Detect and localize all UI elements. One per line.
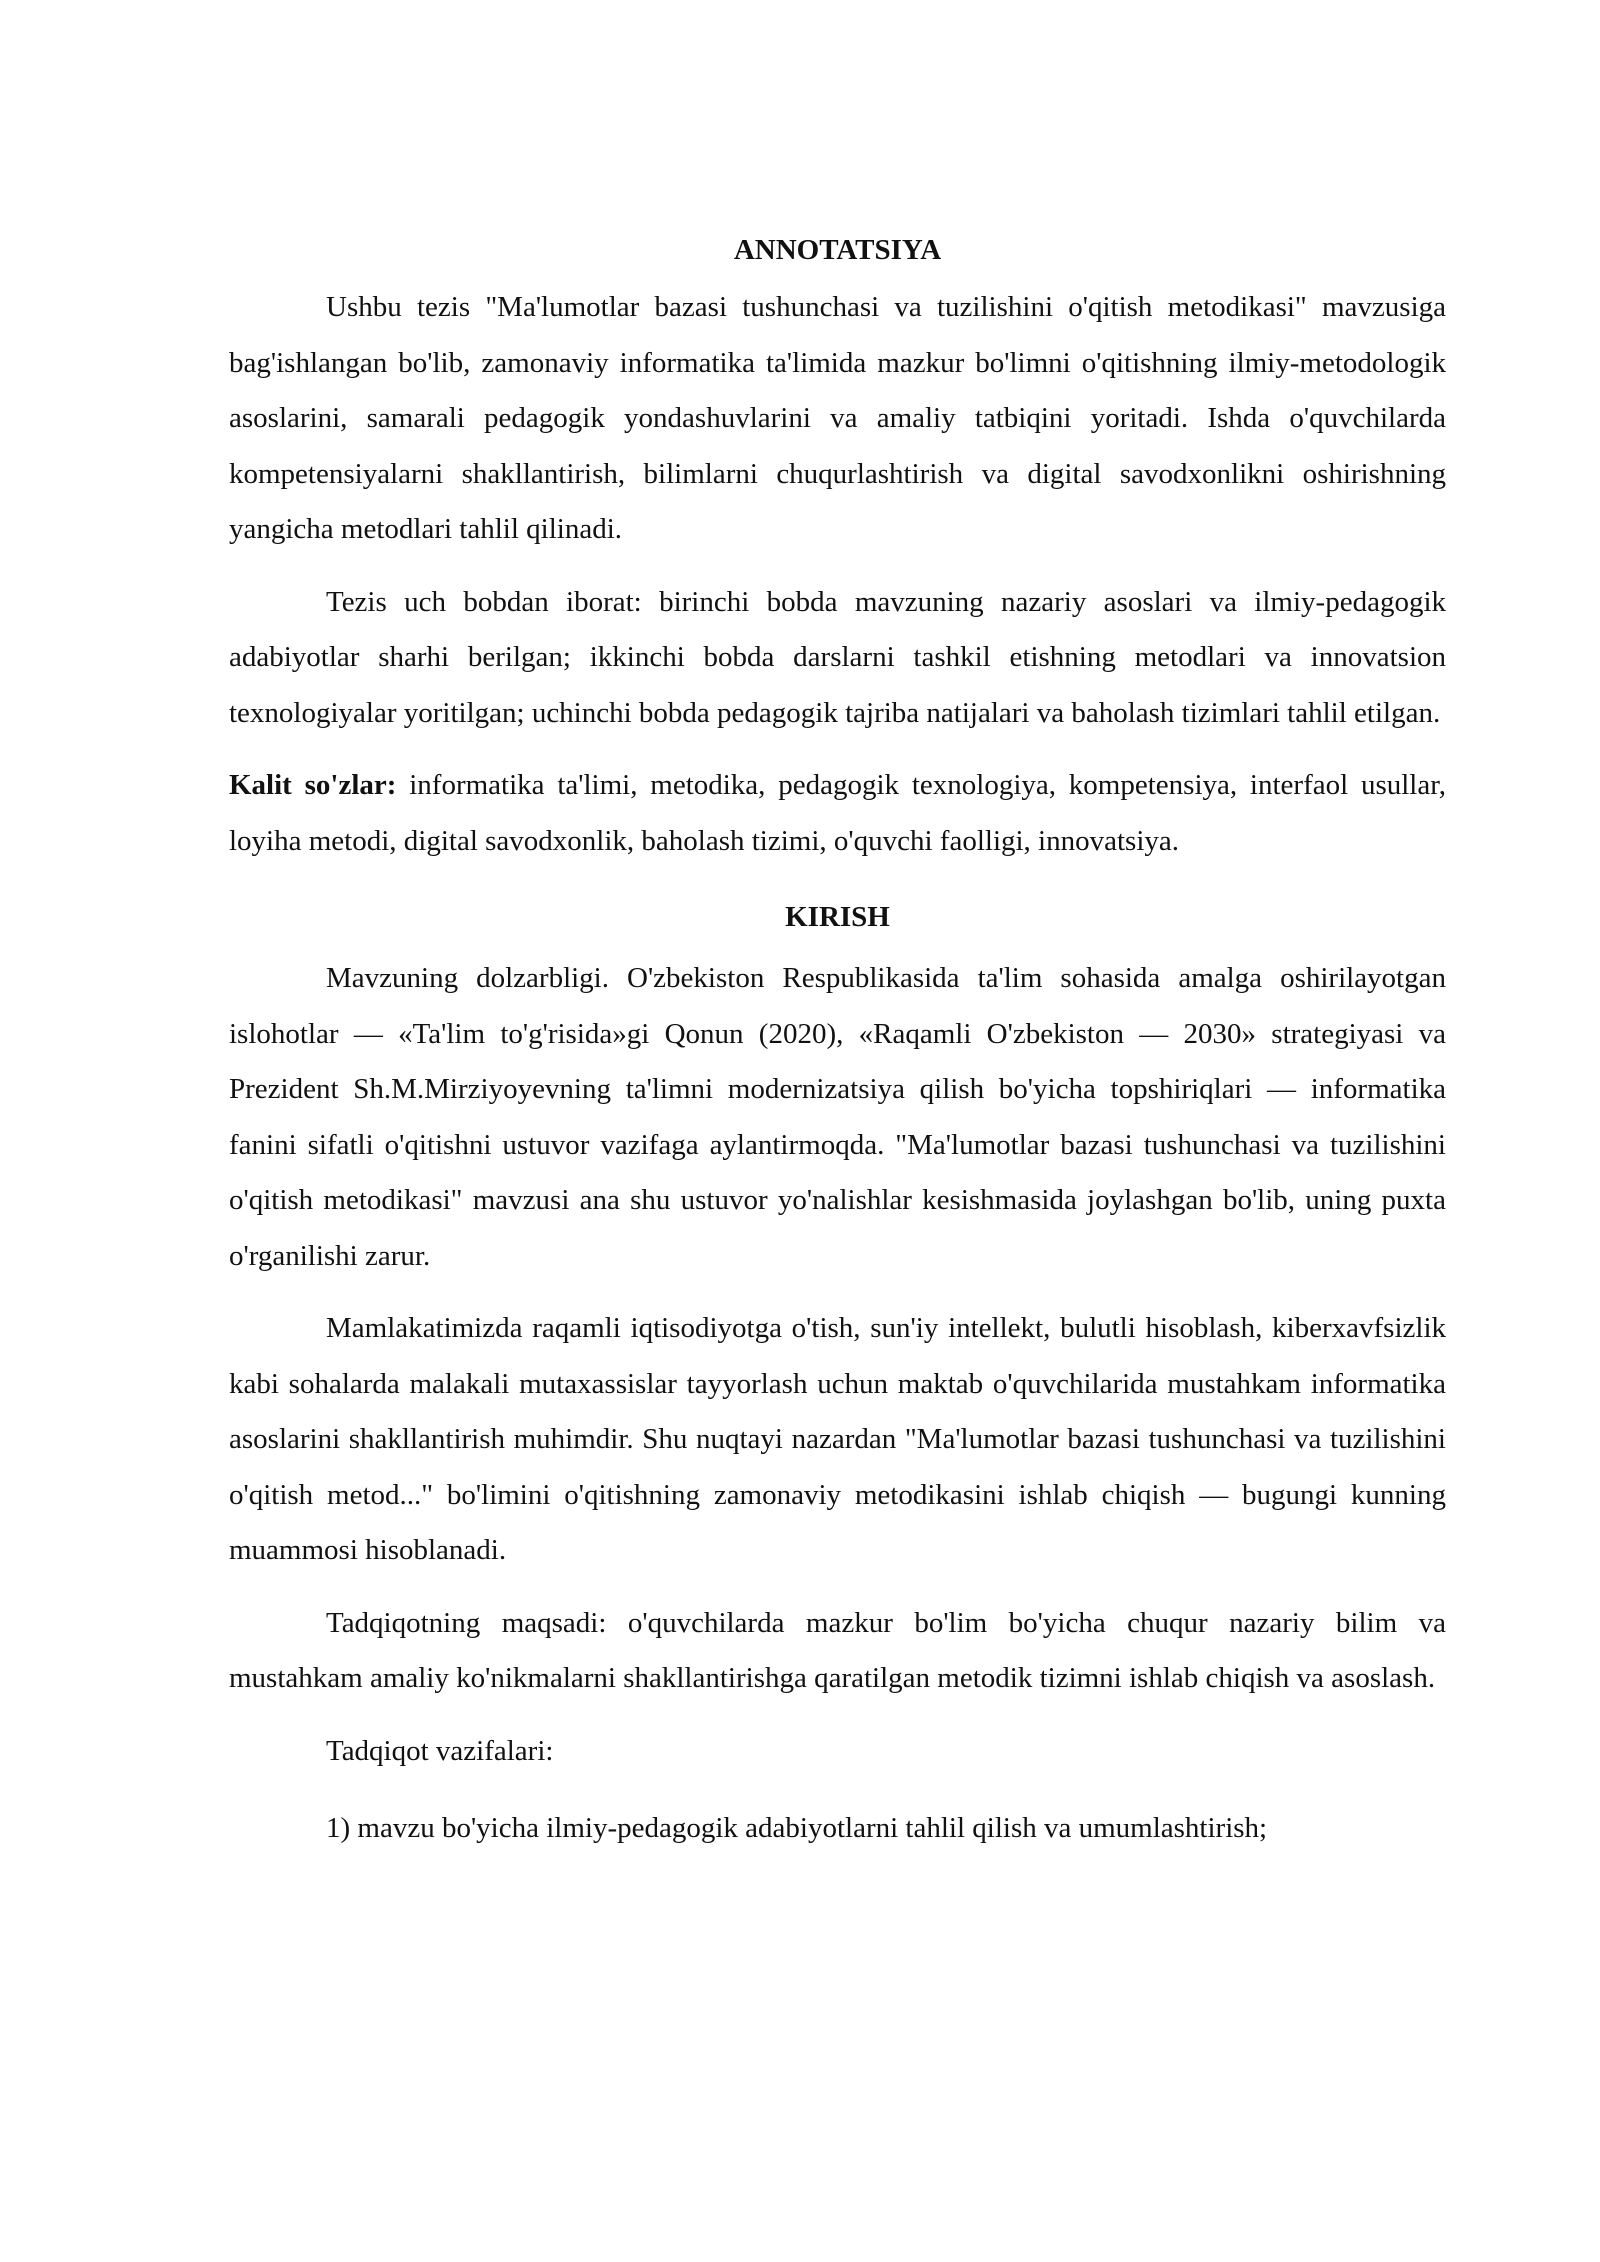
- introduction-paragraph: Mavzuning dolzarbligi. O'zbekiston Respublikasida ta'lim sohasida amalga oshirilayotgan islohotlar — «Ta'lim to'g'risida»gi Qonun (2020), «Raqamli O'zbekiston — 2030» strategiyasi va Prezident Sh.M.Mirziyoyevning ta'limni modernizatsiya qilish bo'yicha topshiriqlari — informatika fanini sifatli o'qitishni ustuvor vazifaga aylantirmoqda. "Ma'lumotlar bazasi tushunchasi va tuzilishini o'qitish metodikasi" mavzusi ana shu ustuvor yo'nalishlar kesishmasida joylashgan bo'lib, uning puxta o'rganilishi zarur.: [229, 962, 1446, 1272]
- keywords-text: informatika ta'limi, metodika, pedagogik texnologiya, kompetensiya, interfaol usullar, loyiha metodi, digital savodxonlik, baholash tizimi, o'quvchi faolligi, innovatsiya.: [229, 769, 1446, 857]
- introduction-paragraph: Mamlakatimizda raqamli iqtisodiyotga o'tish, sun'iy intellekt, bulutli hisoblash, kiberxavfsizlik kabi sohalarda malakali mutaxassislar tayyorlash uchun maktab o'quvchilarida mustahkam informatika asoslarini shakllantirish muhimdir. Shu nuqtayi nazardan "Ma'lumotlar bazasi tushunchasi va tuzilishini o'qitish metod..." bo'limini o'qitishning zamonaviy metodikasini ishlab chiqish — bugungi kunning muammosi hisoblanadi.: [229, 1312, 1446, 1566]
- keywords-paragraph: [229, 758, 1446, 869]
- document-page: [229, 222, 1446, 1874]
- annotation-paragraph: Ushbu tezis "Ma'lumotlar bazasi tushunchasi va tuzilishini o'qitish metodikasi" mavzusiga bag'ishlangan bo'lib, zamonaviy informatika ta'limida mazkur bo'limni o'qitishning ilmiy-metodologik asoslarini, samarali pedagogik yondashuvlarini va amaliy tatbiqini yoritadi. Ishda o'quvchilarda kompetensiyalarni shakllantirish, bilimlarni chuqurlashtirish va digital savodxonlikni oshirishning yangicha metodlari tahlil qilinadi.: [229, 291, 1446, 545]
- introduction-paragraph: Tadqiqotning maqsadi: o'quvchilarda mazkur bo'lim bo'yicha chuqur nazariy bilim va mustahkam amaliy ko'nikmalarni shakllantirishga qaratilgan metodik tizimni ishlab chiqish va asoslash.: [229, 1606, 1446, 1694]
- task-item: 1) mavzu bo'yicha ilmiy-pedagogik adabiyotlarni tahlil qilish va umumlashtirish;: [326, 1812, 1268, 1844]
- tasks-title: Tadqiqot vazifalari:: [326, 1734, 554, 1767]
- introduction-heading: KIRISH: [785, 901, 890, 933]
- annotation-heading: ANNOTATSIYA: [733, 234, 942, 266]
- annotation-paragraph: Tezis uch bobdan iborat: birinchi bobda mavzuning nazariy asoslari va ilmiy-pedagogik adabiyotlar sharhi berilgan; ikkinchi bobda darslarni tashkil etishning metodlari va innovatsion texnologiyalar yoritilgan; uchinchi bobda pedagogik tajriba natijalari va baholash tizimlari tahlil etilgan.: [229, 585, 1446, 729]
- keywords-label: Kalit so'zlar:: [229, 769, 397, 801]
